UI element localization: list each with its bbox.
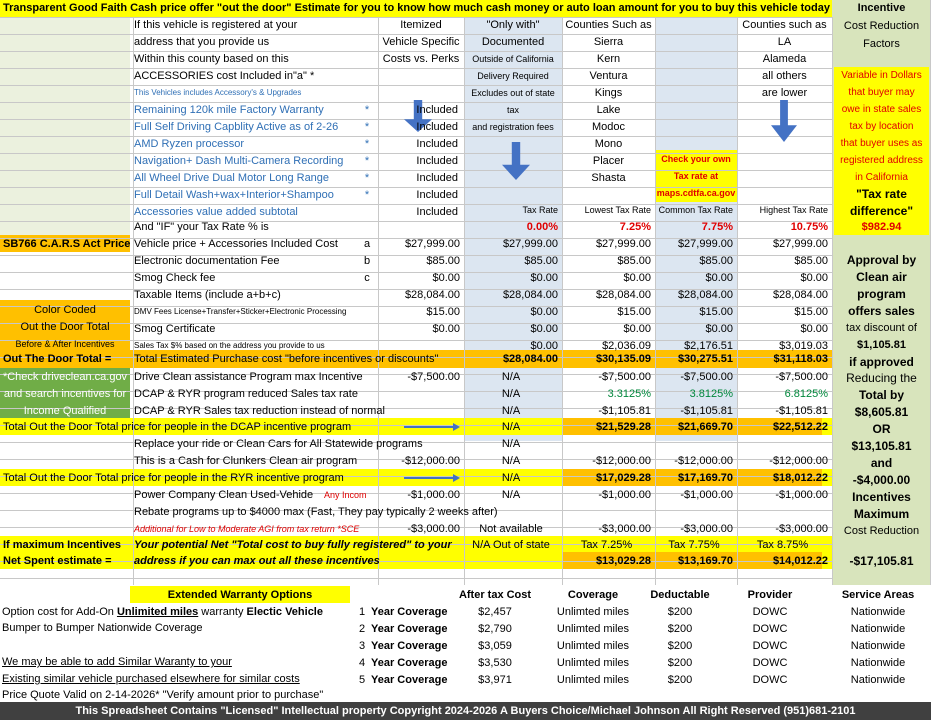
final-reduction: -$17,105.81 (849, 554, 914, 568)
color-coded-label: Before & After Incentives (15, 339, 115, 349)
dcap-value: -$7,500.00 (680, 371, 733, 383)
dcap-value: 3.8125% (689, 388, 733, 400)
warranty-area: Nationwide (850, 674, 906, 686)
check-tax-note: Tax rate at (673, 171, 719, 181)
grid-line (0, 68, 832, 69)
warranty-deductible: $200 (667, 674, 693, 686)
additional-value: -$3,000.00 (775, 523, 828, 535)
warranty-option-part: Unlimited miles (116, 606, 199, 618)
tax-rate-value: 7.75% (701, 221, 733, 233)
accessory-value: Included (416, 189, 458, 201)
warranty-similar-text: Existing similar vehicle purchased elsewhere for similar costs (2, 673, 300, 685)
right-panel-variable: Variable in Dollars (841, 70, 922, 81)
header-counties-la: all others (762, 70, 807, 82)
price-value: $15.00 (699, 306, 733, 318)
price-value: $85.00 (699, 255, 733, 267)
color-coded-label: Out the Door Total (20, 321, 110, 333)
additional-label: Additional for Low to Moderate AGI from tax return *SCE (134, 524, 360, 534)
ryr-value: -$12,000.00 (674, 455, 733, 467)
warranty-area: Nationwide (850, 657, 906, 669)
dcap-value: 6.8125% (784, 388, 828, 400)
warranty-coverage: Unlimted miles (556, 606, 630, 618)
accessory-name: Remaining 120k mile Factory Warranty (134, 104, 324, 116)
price-value: $85.00 (426, 255, 460, 267)
warranty-option-part: Electic Vehicle (246, 606, 323, 618)
accessory-mark: * (364, 121, 370, 133)
price-value: $15.00 (617, 306, 651, 318)
approval-value: $1,105.81 (857, 339, 906, 351)
max-row-label: Your potential Net "Total cost to buy fully registered" to your (134, 539, 452, 551)
price-value: $85.00 (794, 255, 828, 267)
otd-label: Out The Door Total = (3, 353, 112, 365)
ryr-value (655, 436, 733, 452)
dcap-total-value: $22,512.22 (772, 421, 828, 433)
warranty-year-num: 4 (358, 657, 366, 669)
header-counties-sierra: Sierra (593, 36, 624, 48)
warranty-term: Year Coverage (371, 674, 448, 686)
intro-line: ACCESSORIES cost Included in"a" * (134, 70, 315, 82)
warranty-col-header: Coverage (567, 589, 619, 601)
right-panel-variable: owe in state sales (841, 104, 922, 115)
approval-text: Maximum (853, 507, 910, 521)
intro-line: If this vehicle is registered at your (134, 19, 298, 31)
max-incentives-label: If maximum Incentives (3, 539, 121, 551)
warranty-area: Nationwide (850, 606, 906, 618)
tax-rate-value: 10.75% (790, 221, 828, 233)
price-row-code: a (363, 238, 371, 250)
warranty-deductible: $200 (667, 640, 693, 652)
warranty-col-header: Provider (747, 589, 793, 601)
dcap-value: -$7,500.00 (407, 371, 460, 383)
ryr-label: Replace your ride or Clean Cars for All Statewide programs (134, 438, 423, 450)
warranty-provider: DOWC (752, 674, 788, 686)
dcap-value: 3.3125% (607, 388, 651, 400)
header-counties-sierra: Kern (596, 53, 621, 65)
price-row-code (358, 304, 376, 320)
header-counties-la: are lower (761, 87, 808, 99)
dcap-value (378, 386, 460, 402)
header-only-with: "Only with" (486, 19, 540, 31)
right-panel-variable: registered address (840, 155, 923, 166)
warranty-term: Year Coverage (371, 640, 448, 652)
power-value: N/A (501, 489, 521, 501)
intro-line: address that you provide us (134, 36, 270, 48)
warranty-deductible: $200 (667, 657, 693, 669)
warranty-year-num: 1 (358, 606, 366, 618)
dcap-total-value: $21,669.70 (677, 421, 733, 433)
header-only-with: Outside of California (472, 54, 554, 64)
warranty-similar-text: We may be able to add Similar Waranty to your (2, 656, 232, 668)
net-value: $14,012.22 (772, 555, 828, 567)
sb766-label: SB766 C.A.R.S Act Price (3, 238, 131, 250)
max-row-value: Tax 7.75% (668, 539, 720, 551)
max-row-value: Tax 8.75% (756, 539, 809, 551)
power-label: Power Company Clean Used-Vehide (134, 489, 314, 501)
accessory-value: Included (416, 206, 458, 218)
header-counties-sierra: Shasta (591, 172, 626, 184)
accessory-name: All Wheel Drive Dual Motor Long Range (134, 172, 330, 184)
price-value: $27,999.00 (677, 238, 733, 250)
ryr-total-label: Total Out the Door Total price for people in the RYR incentive program (3, 472, 344, 484)
price-value: $0.00 (530, 272, 558, 284)
total-value: $30,135.09 (595, 353, 651, 365)
warranty-provider: DOWC (752, 623, 788, 635)
warranty-deductible: $200 (667, 606, 693, 618)
dcap-label: Drive Clean assistance Program max Incentive (134, 371, 363, 383)
dcap-value: -$7,500.00 (598, 371, 651, 383)
warranty-term: Year Coverage (371, 623, 448, 635)
dcap-value (378, 403, 460, 419)
ryr-value: -$12,000.00 (769, 455, 828, 467)
additional-value: -$3,000.00 (598, 523, 651, 535)
approval-value: -$4,000.00 (852, 473, 911, 487)
header-counties-sierra: Kings (594, 87, 623, 99)
header-itemized: Vehicle Specific (382, 36, 460, 48)
price-value: $0.00 (530, 323, 558, 335)
price-value: $0.00 (530, 340, 558, 352)
right-arrow-icon (404, 421, 460, 433)
ryr-label: This is a Cash for Clunkers Clean air program (134, 455, 358, 467)
power-value: -$1,000.00 (680, 489, 733, 501)
ryr-value: N/A (501, 455, 521, 467)
price-value: $15.00 (426, 306, 460, 318)
tax-rate-label: And "IF" your Tax Rate % is (134, 221, 269, 233)
price-value: $0.00 (705, 323, 733, 335)
accessory-value: Included (416, 104, 458, 116)
price-value: $85.00 (617, 255, 651, 267)
approval-text: Clean air (856, 270, 907, 284)
tax-diff-label: "Tax rate (856, 187, 907, 201)
warranty-cost: $3,530 (478, 657, 512, 669)
rebate-text: Rebate programs up to $4000 max (Fast, They pay typically 2 weeks after) (134, 506, 498, 518)
down-arrow-icon (771, 100, 797, 142)
warranty-title: Extended Warranty Options (167, 589, 313, 601)
price-value: $0.00 (705, 272, 733, 284)
power-value: -$1,000.00 (407, 489, 460, 501)
header-only-with: Delivery Required (477, 71, 549, 81)
approval-value: $13,105.81 (851, 439, 912, 453)
warranty-option-text: Bumper to Bumper Nationwide Coverage (2, 622, 203, 634)
header-counties-la: Counties such as (742, 19, 827, 31)
price-value: $27,999.00 (595, 238, 651, 250)
price-row-label: Vehicle price + Accessories Included Cost (134, 238, 338, 250)
warranty-provider: DOWC (752, 657, 788, 669)
price-row-label: Electronic documentation Fee (134, 255, 280, 267)
accessory-mark: * (364, 155, 370, 167)
price-quote-valid: Price Quote Valid on 2-14-2026* "Verify amount prior to purchase" (2, 689, 324, 701)
warranty-provider: DOWC (752, 606, 788, 618)
right-panel-variable: that buyer uses as (840, 138, 923, 149)
warranty-coverage: Unlimted miles (556, 657, 630, 669)
total-value: $30,275.51 (677, 353, 733, 365)
price-value: $0.00 (432, 272, 460, 284)
check-incentives-label: *Check driveclean.ca.gov (2, 371, 128, 383)
tax-col-header: Tax Rate (522, 205, 558, 215)
header-only-with: tax (506, 105, 519, 115)
price-value: $0.00 (623, 272, 651, 284)
price-value: $28,084.00 (772, 289, 828, 301)
warranty-option-part: warranty (198, 606, 247, 618)
tax-col-header: Lowest Tax Rate (584, 205, 651, 215)
approval-text: offers sales (848, 304, 915, 318)
header-counties-sierra: Modoc (591, 121, 626, 133)
warranty-year-num: 5 (358, 674, 366, 686)
dcap-value: -$1,105.81 (680, 405, 733, 417)
accessory-name: Navigation+ Dash Multi-Camera Recording (134, 155, 344, 167)
grid-line (0, 85, 832, 86)
check-tax-note: maps.cdtfa.ca.gov (656, 188, 736, 198)
warranty-col-header: After tax Cost (458, 589, 532, 601)
price-row-label: Smog Check fee (134, 272, 216, 284)
accessory-value: Included (416, 155, 458, 167)
ryr-total-value: $17,029.28 (595, 472, 651, 484)
intro-sub: This Vehicles includes Accessory's & Upgrades (134, 88, 302, 97)
right-panel-title: Factors (863, 38, 900, 50)
additional-value: -$3,000.00 (407, 523, 460, 535)
approval-value: $8,605.81 (854, 405, 909, 419)
warranty-area: Nationwide (850, 623, 906, 635)
total-label: Total Estimated Purchase cost "before incentives or discounts" (134, 353, 439, 365)
header-only-with: Excludes out of state (471, 88, 555, 98)
dcap-value: N/A (501, 388, 521, 400)
intro-line: Within this county based on this (134, 53, 289, 65)
warranty-cost: $2,457 (478, 606, 512, 618)
price-value: $0.00 (800, 272, 828, 284)
ryr-total-value: N/A (501, 472, 521, 484)
accessory-name: Full Self Driving Capblity Active as of 2-26 (134, 121, 339, 133)
total-value: $28,084.00 (502, 353, 558, 365)
warranty-term: Year Coverage (371, 657, 448, 669)
header-itemized: Itemized (400, 19, 442, 31)
header-counties-sierra: Ventura (589, 70, 628, 82)
price-value: $0.00 (432, 323, 460, 335)
warranty-year-num: 3 (358, 640, 366, 652)
right-arrow-icon (404, 472, 460, 484)
approval-text: Total by (858, 388, 905, 402)
header-counties-sierra: Mono (594, 138, 623, 150)
header-counties-sierra: Counties Such as (565, 19, 652, 31)
warranty-coverage: Unlimted miles (556, 640, 630, 652)
accessory-value: Included (416, 121, 458, 133)
tax-col-header: Common Tax Rate (658, 205, 733, 215)
price-row-label: Sales Tax $% based on the address you provide to us (134, 341, 325, 350)
accessory-mark (358, 204, 376, 220)
price-value: $0.00 (530, 306, 558, 318)
header-counties-sierra: Placer (592, 155, 625, 167)
approval-text: if approved (849, 355, 914, 369)
right-panel-variable: tax by location (849, 121, 914, 132)
ryr-value: N/A (501, 438, 521, 450)
additional-value: Not available (479, 523, 543, 535)
price-value: $3,019.03 (779, 340, 828, 352)
header-itemized: Costs vs. Perks (382, 53, 460, 65)
power-note: Any Incom (324, 490, 367, 500)
ryr-value (378, 436, 460, 452)
ryr-value (562, 436, 651, 452)
ryr-total-value: $18,012.22 (772, 472, 828, 484)
price-value: $28,084.00 (677, 289, 733, 301)
right-panel-variable: that buyer may (848, 87, 915, 98)
color-coded-label: Color Coded (34, 304, 96, 316)
price-row-code (358, 321, 376, 337)
price-row-code: b (363, 255, 371, 267)
price-value: $28,084.00 (502, 289, 558, 301)
right-panel-variable: in California (855, 172, 908, 183)
ryr-value: -$12,000.00 (401, 455, 460, 467)
max-row-value: N/A Out of state (472, 539, 550, 551)
net-row-label: address if you can max out all these incentives (134, 555, 380, 567)
warranty-coverage: Unlimted miles (556, 674, 630, 686)
warranty-cost: $2,790 (478, 623, 512, 635)
price-value: $27,999.00 (772, 238, 828, 250)
ryr-total-value: $17,169.70 (677, 472, 733, 484)
warranty-option-text (2, 604, 323, 620)
down-arrow-icon (502, 142, 530, 180)
dcap-value: N/A (501, 405, 521, 417)
approval-text: tax discount of (846, 322, 917, 334)
header-only-with: Documented (481, 36, 545, 48)
warranty-provider: DOWC (752, 640, 788, 652)
accessory-mark: * (364, 104, 370, 116)
accessory-value: Included (416, 138, 458, 150)
price-value: $0.00 (623, 323, 651, 335)
price-value: $15.00 (794, 306, 828, 318)
header-only-with: and registration fees (472, 122, 554, 132)
warranty-year-num: 2 (358, 623, 366, 635)
total-value: $31,118.03 (773, 353, 828, 365)
warranty-deductible: $200 (667, 623, 693, 635)
price-value: $28,084.00 (595, 289, 651, 301)
accessory-mark: * (364, 138, 370, 150)
approval-text: Incentives (852, 490, 911, 504)
accessory-name: AMD Ryzen processor (134, 138, 245, 150)
net-value: $13,029.28 (595, 555, 651, 567)
price-value: $85.00 (524, 255, 558, 267)
dcap-total-label: Total Out the Door Total price for people in the DCAP incentive program (3, 421, 352, 433)
ryr-value: -$12,000.00 (592, 455, 651, 467)
accessory-name: Full Detail Wash+wax+Interior+Shampoo (134, 189, 334, 201)
power-value: -$1,000.00 (598, 489, 651, 501)
dcap-label: DCAP & RYR program reduced Sales tax rate (134, 388, 358, 400)
dcap-total-value: N/A (501, 421, 521, 433)
price-row-code (358, 287, 376, 303)
additional-value: -$3,000.00 (680, 523, 733, 535)
dcap-total-value: $21,529.28 (595, 421, 651, 433)
warranty-term: Year Coverage (371, 606, 448, 618)
approval-text: program (857, 287, 906, 301)
dcap-value: -$1,105.81 (598, 405, 651, 417)
tax-diff-value: $982.94 (861, 221, 902, 233)
dcap-value: N/A (501, 371, 521, 383)
dcap-label: DCAP & RYR Sales tax reduction instead of normal (134, 405, 385, 417)
tax-diff-label: difference" (849, 204, 914, 218)
price-row-label: Taxable Items (include a+b+c) (134, 289, 281, 301)
price-value: $28,084.00 (404, 289, 460, 301)
accessory-mark: * (364, 172, 370, 184)
price-row-code: c (364, 272, 370, 284)
check-incentives-label: and search incentives for (3, 388, 127, 400)
net-spent-label: Net Spent estimate = (3, 555, 112, 567)
approval-text: Cost Reduction (843, 525, 920, 537)
dcap-value: -$7,500.00 (775, 371, 828, 383)
warranty-col-header: Deductable (650, 589, 710, 601)
tax-rate-value: 7.25% (619, 221, 651, 233)
warranty-area: Nationwide (850, 640, 906, 652)
check-incentives-label: Income Qualified (23, 405, 107, 417)
accessory-value: Included (416, 172, 458, 184)
warranty-col-header: Service Areas (841, 589, 915, 601)
dcap-value: -$1,105.81 (775, 405, 828, 417)
accessory-mark: * (364, 189, 370, 201)
warranty-option-part: Option cost for Add-On (2, 606, 117, 618)
max-row-value: Tax 7.25% (580, 539, 633, 551)
banner-title: Transparent Good Faith Cash price offer "out the door" Estimate for you to know how much cash money or auto loan amount for you to buy this vehicle today (3, 2, 830, 14)
price-value: $2,036.09 (602, 340, 651, 352)
header-counties-sierra: Lake (596, 104, 621, 116)
tax-rate-value: 0.00% (526, 221, 558, 233)
price-row-label: Smog Certificate (134, 323, 216, 335)
price-value: $27,999.00 (502, 238, 558, 250)
header-counties-la: LA (777, 36, 792, 48)
warranty-cost: $3,971 (478, 674, 512, 686)
warranty-coverage: Unlimted miles (556, 623, 630, 635)
approval-text: and (870, 456, 893, 470)
approval-text: Reducing the (846, 371, 917, 385)
ryr-value (737, 436, 828, 452)
accessory-name: Accessories value added subtotal (134, 206, 298, 218)
tax-col-header: Highest Tax Rate (759, 205, 828, 215)
power-value: -$1,000.00 (775, 489, 828, 501)
approval-text: OR (872, 422, 891, 436)
right-panel-title: Cost Reduction (843, 20, 920, 32)
header-counties-la: Alameda (762, 53, 807, 65)
warranty-cost: $3,059 (478, 640, 512, 652)
copyright-footer: This Spreadsheet Contains "Licensed" Intellectual property Copyright 2024-2026 A Buyers Choice/Michael Johnson All Right Reserved (951)681-2101 (75, 705, 856, 717)
grid-line (0, 578, 832, 579)
approval-text: Approval by (846, 253, 917, 267)
right-panel-title: Incentive (857, 2, 906, 14)
price-value: $0.00 (800, 323, 828, 335)
net-value: $13,169.70 (677, 555, 733, 567)
check-tax-note: Check your own (661, 154, 731, 164)
price-value: $27,999.00 (404, 238, 460, 250)
price-value: $2,176.51 (684, 340, 733, 352)
price-row-label: DMV Fees License+Transfer+Sticker+Electronic Processing (134, 307, 347, 316)
